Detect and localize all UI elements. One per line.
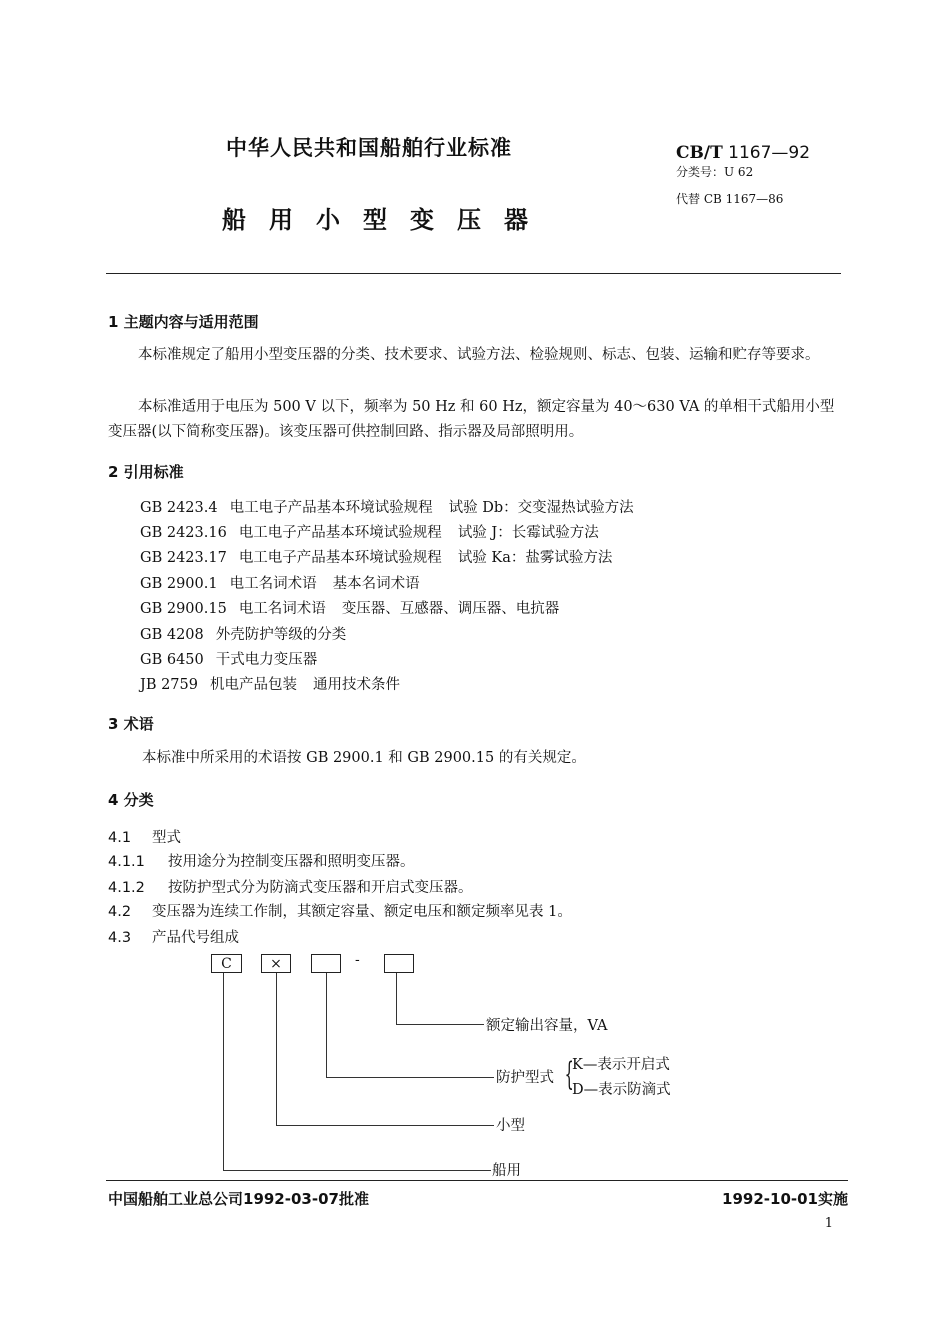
reference-title: 外壳防护等级的分类 — [215, 627, 347, 643]
header-rule — [106, 273, 841, 274]
reference-subtitle: 试验 Ka：盐雾试验方法 — [457, 550, 613, 566]
reference-code: GB 2423.17 — [140, 550, 227, 566]
section-2-heading: 2 引用标准 — [108, 463, 184, 481]
code-box-x: × — [261, 954, 291, 973]
reference-subtitle: 试验 Db：交变湿热试验方法 — [448, 500, 634, 516]
issuing-org-title: 中华人民共和国船舶行业标准 — [226, 136, 512, 160]
reference-code: GB 4208 — [140, 627, 204, 643]
page-number: 1 — [824, 1216, 833, 1231]
reference-item — [140, 572, 420, 593]
reference-item — [140, 623, 362, 644]
label-protection-type: 防护型式 — [496, 1070, 554, 1086]
leader-line-capacity-h — [396, 1024, 484, 1025]
reference-title: 电工电子产品基本环境试验规程 — [238, 550, 442, 566]
section-3-para-1: 本标准中所采用的术语按 GB 2900.1 和 GB 2900.15 的有关规定。 — [142, 750, 586, 766]
clause-text: 型式 — [152, 830, 181, 846]
replaces-standard: 代替 CB 1167—86 — [676, 192, 784, 206]
clause-item — [108, 826, 181, 847]
leader-line-protection-v — [326, 973, 327, 1077]
label-marine: 船用 — [492, 1163, 521, 1179]
clause-item — [108, 876, 473, 897]
standard-title: 船用小型变压器 — [222, 206, 551, 234]
label-rated-capacity: 额定输出容量，VA — [486, 1018, 608, 1034]
reference-subtitle: 基本名词术语 — [332, 576, 420, 592]
leader-line-capacity-v — [396, 973, 397, 1024]
reference-subtitle: 变压器、互感器、调压器、电抗器 — [341, 601, 560, 617]
clause-item — [108, 926, 239, 947]
option-k-open: K—表示开启式 — [572, 1057, 670, 1073]
reference-subtitle: 试验 J：长霉试验方法 — [457, 525, 599, 541]
reference-code: GB 6450 — [140, 652, 204, 668]
clause-item — [108, 850, 415, 871]
leader-line-protection-h — [326, 1077, 494, 1078]
leader-line-small-v — [276, 973, 277, 1125]
reference-item — [140, 546, 612, 567]
reference-title: 电工电子产品基本环境试验规程 — [238, 525, 442, 541]
standard-code-number: 1167—92 — [728, 143, 811, 163]
reference-code: GB 2423.16 — [140, 525, 227, 541]
section-1-heading: 1 主题内容与适用范围 — [108, 313, 259, 331]
clause-number: 4.1.1 — [108, 854, 145, 870]
standard-code-prefix: CB/T — [676, 143, 723, 163]
clause-number: 4.1 — [108, 830, 132, 846]
footer-rule — [106, 1180, 848, 1181]
reference-subtitle: 通用技术条件 — [312, 677, 400, 693]
leader-line-marine-h — [223, 1170, 491, 1171]
reference-item — [140, 521, 599, 542]
approval-date: 中国船舶工业总公司1992-03-07批准 — [108, 1190, 369, 1208]
reference-item — [140, 673, 400, 694]
leader-line-marine-v — [223, 973, 224, 1170]
code-box-c: C — [211, 954, 242, 973]
reference-code: GB 2900.15 — [140, 601, 227, 617]
clause-number: 4.1.2 — [108, 880, 145, 896]
clause-number: 4.2 — [108, 904, 132, 920]
standard-code — [676, 143, 810, 163]
option-d-drip-proof: D—表示防滴式 — [572, 1082, 671, 1098]
reference-title: 电工电子产品基本环境试验规程 — [229, 500, 433, 516]
code-dash: - — [355, 952, 360, 968]
implementation-date: 1992-10-01实施 — [722, 1190, 848, 1208]
section-1-para-1: 本标准规定了船用小型变压器的分类、技术要求、试验方法、检验规则、标志、包装、运输和贮存等要求。 — [138, 347, 820, 363]
reference-code: JB 2759 — [140, 677, 198, 693]
code-box-protection — [311, 954, 341, 973]
clause-item — [108, 900, 572, 921]
reference-code: GB 2900.1 — [140, 576, 218, 592]
clause-number: 4.3 — [108, 930, 132, 946]
code-box-capacity — [384, 954, 414, 973]
reference-title: 电工名词术语 — [229, 576, 317, 592]
section-3-heading: 3 术语 — [108, 715, 154, 733]
reference-title: 电工名词术语 — [238, 601, 326, 617]
classification-number: 分类号：U 62 — [676, 165, 754, 179]
reference-item — [140, 597, 559, 618]
reference-title: 干式电力变压器 — [215, 652, 318, 668]
clause-text: 产品代号组成 — [152, 930, 239, 946]
clause-text: 按用途分为控制变压器和照明变压器。 — [168, 854, 415, 870]
section-1-para-2: 本标准适用于电压为 500 V 以下，频率为 50 Hz 和 60 Hz，额定容量为 40～630 VA 的单相干式船用小型变压器(以下简称变压器)。该变压器可供控制回路、指示器及局部照明用。 — [108, 399, 835, 440]
leader-line-small-h — [276, 1125, 494, 1126]
reference-item — [140, 496, 634, 517]
clause-text: 变压器为连续工作制，其额定容量、额定电压和额定频率见表 1。 — [152, 904, 572, 920]
clause-text: 按防护型式分为防滴式变压器和开启式变压器。 — [168, 880, 473, 896]
section-4-heading: 4 分类 — [108, 791, 154, 809]
reference-title: 机电产品包装 — [209, 677, 297, 693]
brace-symbol: { — [564, 1055, 574, 1093]
reference-item — [140, 648, 333, 669]
reference-code: GB 2423.4 — [140, 500, 218, 516]
label-small: 小型 — [496, 1118, 525, 1134]
